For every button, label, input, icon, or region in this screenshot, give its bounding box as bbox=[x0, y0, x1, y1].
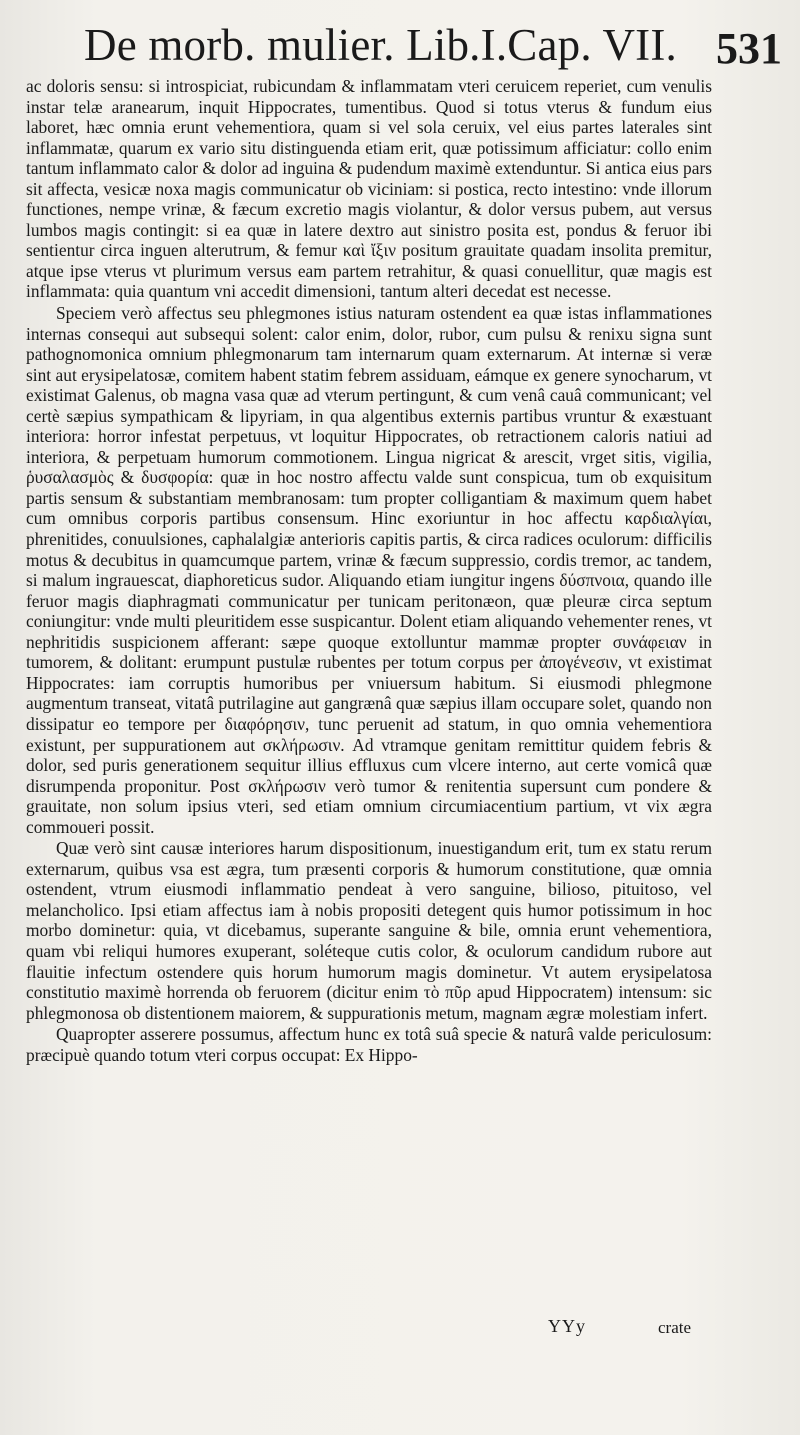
page-header bbox=[0, 16, 800, 76]
page-footer bbox=[0, 1316, 800, 1340]
paragraph-4: Quapropter asserere possumus, affectum hunc ex totâ suâ specie & naturâ valde periculosum: præcipuè quando totum vteri corpus occupat: Ex Hippo- bbox=[26, 1024, 712, 1065]
page-number: 531 bbox=[716, 24, 782, 73]
paragraph-2: Speciem verò affectus seu phlegmones istius naturam ostendent ea quæ istas inflammationes internas consequi aut subsequi solent: calor enim, dolor, rubor, cum pulsu & renixu signa sunt pathognomonica omnium phlegmonarum tam internarum quam externarum. At internæ si veræ sint aut erysipelatosæ, comitem habent statim febrem assiduam, eámque ex genere synocharum, vt existimat Galenus, ob magna vasa quæ ad vterum pertingunt, & cum venâ cauâ communicant; vel certè sæpius sympathicam & lipyriam, in qua algentibus externis partibus vruntur & exæstuant interiora: horror infestat perpetuus, vt loquitur Hippocrates, ob retractionem caloris natiui ad interiora, & perpetuam humorum commotionem. Lingua nigricat & arescit, vrget sitis, vigilia, ῥυσαλασμὸς & δυσφορία: quæ in hoc nostro affectu valde sunt conspicua, tum ob exquisitum partis sensum & substantiam membranosam: tum propter colligantiam & maximum quem habet cum omnibus corporis partibus consensum. Hinc exoriuntur in hoc affectu καρδιαλγίαι, phrenitides, conuulsiones, caphalalgiæ anterioris capitis partis, & circa radices oculorum: difficilis motus & decubitus in quamcumque partem, vrinæ & fæcum suppressio, cordis tremor, ac tandem, si malum ingrauescat, diaphoreticus sudor. Aliquando etiam iungitur ingens δύσπνοια, quando ille feruor magis diaphragmati communicatur per tunicam peritonæon, quæ pleuræ circa septum coniungitur: vnde multi pleuritidem esse suspicantur. Dolent etiam aliquando vehementer renes, vt nephritidis suspicionem afferant: sæpe quoque extolluntur mammæ propter συνάφειαν in tumorem, & dolitant: erumpunt pustulæ rubentes per totum corpus per ἀπογένεσιν, vt existimat Hippocrates: iam corruptis humoribus per vniuersum habitum. Si eiusmodi phlegmone augmentum transeat, vitatâ putrilagine aut gangrænâ quæ sæpius illam occupare solet, quando non dissipatur eo tempore per διαφόρησιν, tunc peruenit ad statum, in quo omnia vehementiora existunt, per suppurationem aut σκλήρωσιν. Ad vtramque genitam remittitur quidem febris & dolor, sed puris generationem sequitur illius effluxus cum vlcere interno, aut certe vomicâ quæ disrumpenda proponitur. Post σκλήρωσιν verò tumor & renitentia supersunt cum pondere & grauitate, non solum ipsius vteri, sed etiam omnium circumiacentium partium, vt vix ægra commoueri possit. bbox=[26, 303, 712, 837]
paragraph-1: ac doloris sensu: si introspiciat, rubicundam & inflammatam vteri ceruicem reperiet, cum venulis instar telæ aranearum, inquit Hippocrates, tumentibus. Quod si totus vterus & fundum eius laboret, hæc omnia erunt vehementiora, quam si vel sola ceruix, vel eius partes laterales sint inflammatæ, quarum ex vario situ distinguenda etiam erit, quæ potissimum afficiatur: collo enim tantum inflammato calor & dolor ad inguina & pudendum maximè extenduntur. Si antica eius pars sit affecta, vesicæ noxa magis communicatur ob viciniam: si postica, recto intestino: vnde illorum functiones, nempe vrinæ, & fæcum excretio magis violantur, & dolor versus pubem, aut versus lumbos magis contingit: si ea quæ in latere dextro aut sinistro posita est, pondus & feruor ibi sentientur circa inguen alterutrum, & femur καὶ ἴξιν positum grauitate quadam insolita premitur, atque ipse vterus vt plurimum versus eam partem retrahitur, & quasi conuellitur, quæ magis est inflammata: quia quantum vni accedit dimensioni, tantum alteri decedat est necesse. bbox=[26, 76, 712, 302]
body-text bbox=[26, 76, 712, 1065]
paragraph-3: Quæ verò sint causæ interiores harum dispositionum, inuestigandum erit, tum ex statu rerum externarum, quibus vsa est ægra, tum præsenti corporis & humorum constitutione, quæ omnia ostendent, vtrum eiusmodi inflammatio pendeat à vero sanguine, bilioso, pituitoso, vel melancholico. Ipsi etiam affectus iam à nobis propositi detegent quis humor potissimum in hoc morbo dominetur: quia, vt dicebamus, superante sanguine & bile, omnia erunt vehementiora, quam vbi reliqui humores exuperant, soléteque cutis color, & oculorum candidum rubore aut flauitie infectum ostendere quis horum humorum magis dominetur. Vt autem erysipelatosa constitutio maximè horrenda ob feruorem (dicitur enim τὸ πῦρ apud Hippocratem) intensum: sic phlegmonosa ob distentionem maiorem, & suppurationis metum, magnam ægræ molestiam infert. bbox=[26, 838, 712, 1023]
running-head: De morb. mulier. Lib.I.Cap. VII. bbox=[84, 20, 677, 70]
signature-mark: YYy bbox=[548, 1316, 586, 1336]
catchword: crate bbox=[658, 1318, 692, 1337]
